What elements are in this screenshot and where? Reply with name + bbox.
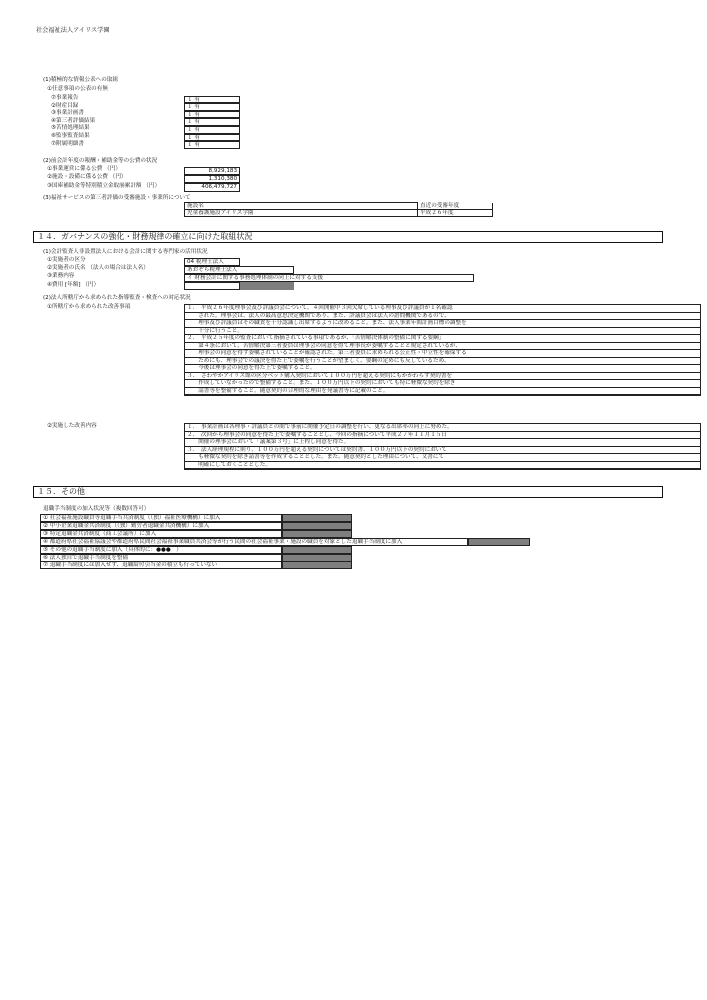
retirement-answer-cell	[282, 561, 352, 569]
section-14-heading: １４．ガバナンスの強化・財務規律の確立に向けた取組状況	[33, 231, 663, 243]
evaluation-table	[184, 202, 493, 217]
text-line: された。理事会は、法人の最高意思決定機関であり、また、評議員会は法人の諮問機関であるので、	[185, 313, 700, 321]
text-line: も軽微な契約を除き請書等を作成することとした。また、随意契約とした理由について、文書にて	[185, 454, 700, 462]
governance-2-title: (2)法人所轄庁から求められた指導監査・検査への対応状況	[43, 295, 191, 301]
expert-label: ④費用 [年額] （円）	[47, 281, 100, 288]
evaluation-head-year: 直近の受審年度	[418, 203, 493, 210]
retirement-option: ④ 都道府県社会福祉協議会や都道府県民間社会福祉事業職員共済会等が行う民間の社会福祉事業・施設の職員を対象とした退職手当制度に加入	[40, 538, 468, 546]
text-line: 請書等を整備すること。随意契約の合理的な理由を発議書等に記載のこと。	[185, 388, 700, 396]
disclosure-label: ⑦事業報告	[51, 95, 79, 101]
section-2-title: (2)前会計年度の報酬・補助金等の公費の状況	[43, 158, 158, 164]
retirement-answer-cell	[282, 514, 352, 522]
retirement-answer-cell	[282, 554, 352, 562]
improvement-request-text	[184, 304, 701, 396]
retirement-option: ① 社会福祉施設職員等退職手当共済制度（（独）福祉医療機構）に加入	[40, 514, 282, 522]
subsidy-label: ①事業運営に係る公費 （円）	[47, 166, 121, 172]
subsidy-label: ③国庫補助金等特別積立金取崩累計額 （円）	[47, 182, 161, 189]
text-line: ためにも、理事会での議決を得た上で委嘱を行うことが望ましく、要綱の定めにも反しているため、	[185, 358, 700, 366]
expert-value: イ 財務会計に関する事務処理体制の向上に対する支援	[184, 274, 474, 282]
disclosure-label: ⑤苦情処理結果	[51, 125, 90, 132]
section-15-heading: １５．その他	[33, 486, 663, 498]
disclosure-value: １ 有	[184, 134, 240, 142]
text-line: ２． 平成２５年度の監査において指摘されている事項であるが、「苦情解決体制の整備に関する要綱」	[185, 335, 700, 343]
fee-shaded-cell	[240, 282, 294, 290]
retirement-option: ③ 特定退職金共済制度（商工会議所）に加入	[40, 530, 282, 538]
subsidy-value: 8,929,183	[184, 167, 240, 176]
improvement-done-label: ②実施した改善内容	[47, 423, 97, 429]
text-line: ３． さわやかアイリス館の区分ベット購入契約において１００万円を超える契約にもかかわらず契約書を	[185, 373, 700, 381]
text-line: 理事及び評議員はその職責を十分認識し出席するように改めること。また、法人事業年間計画目標の調整を	[185, 320, 700, 328]
retirement-option: ② 中小企業退職金共済制度（（独）勤労者退職金共済機構）に加入	[40, 522, 282, 530]
text-line: 開催の理事会において「議案第３号」に上程し同意を得た。	[185, 439, 700, 447]
text-line: １． 平成２６年度理事会及び評議員会について、４回開催中３回欠席している理事及び評議員が１名確認	[185, 305, 700, 313]
evaluation-head-name: 施設名	[185, 203, 418, 210]
text-line: 第４条において、苦情解決第三者委員は理事会の同意を得て理事長が委嘱することと規定されているが、	[185, 343, 700, 351]
retirement-answer-cell	[468, 538, 530, 546]
subsidy-value: 1,310,380	[184, 175, 240, 184]
disclosure-value: １ 有	[184, 96, 240, 104]
org-name: 社会福祉法人アイリス学園	[36, 27, 110, 34]
subsidy-label: ②施設・設備に係る公費 （円）	[47, 174, 127, 181]
retirement-answer-cell	[282, 530, 352, 538]
text-line: ２． 次回から理事会の同意を得た上で委嘱することとし、今回の指摘について平成２７年１１月１５日	[185, 432, 700, 440]
subsidy-value: 406,479,727	[184, 183, 240, 192]
disclosure-value: １ 有	[184, 118, 240, 126]
text-line: 十分に行うこと。	[185, 328, 700, 336]
text-line: 作成していなかったので整備すること。また、１００万円以下の契約においても特に軽微な契約を除き	[185, 380, 700, 388]
disclosure-label: ④第三者評価結果	[51, 117, 96, 124]
retirement-title: 退職手当制度の加入状況等（複数回答可）	[43, 506, 150, 512]
expert-value	[184, 282, 240, 290]
retirement-answer-cell	[282, 546, 352, 554]
retirement-answer-cell	[282, 522, 352, 530]
improvement-done-text	[184, 423, 701, 470]
expert-value: 04 税理士法人	[184, 258, 240, 266]
text-line: 理事会の同意を得ず委嘱されていることが確認された。第三者委員に求められる公正性・中立性を確保する	[185, 350, 700, 358]
disclosure-value: １ 有	[184, 126, 240, 134]
text-line: 明確にしておくこととした。	[185, 462, 700, 470]
text-line: 今後は理事会の同意を得た上で委嘱すること。	[185, 365, 700, 373]
disclosure-label: ⑥監事監査結果	[51, 133, 90, 139]
expert-value: あおぞら税理士法人	[184, 266, 294, 274]
disclosure-value: １ 有	[184, 103, 240, 111]
improvement-request-label: ①所轄庁から求められた改善事項	[47, 304, 131, 310]
disclosure-label: ③事業計画書	[51, 110, 84, 117]
expert-label: ③業務内容	[47, 273, 75, 280]
disclosure-label: ②財産目録	[51, 102, 79, 109]
evaluation-year: 平成２６年度	[418, 210, 493, 217]
disclosure-label: ⑦附属明細書	[51, 140, 84, 147]
retirement-option: ⑤ その他の退職手当制度に加入（具体的に：●●● ）	[40, 546, 282, 554]
disclosure-value: １ 有	[184, 141, 240, 149]
section-1-sub: ①任意事項の公表の有無	[47, 86, 108, 92]
disclosure-value: １ 有	[184, 111, 240, 119]
expert-label: ①実施者の区分	[47, 257, 86, 263]
governance-1-title: (1)会計監査人非設置法人における会計に関する専門家の活用状況	[43, 249, 208, 255]
section-1-title: (1)積極的な情報公表への取組	[43, 77, 119, 83]
evaluation-facility-name: 児童養護施設アイリス学園	[185, 210, 418, 217]
retirement-option: ⑦ 退職手当制度には加入せず、退職給付引当金の積立も行っていない	[40, 561, 282, 569]
section-3-title: (3)福祉サービスの第三者評価の受審施設・事業所について	[43, 195, 191, 201]
text-line: ３． 法人経理規程に則り、１００万円を超える契約については契約書、１００万円以下の契約において	[185, 447, 700, 455]
expert-label: ②実施者の氏名 （法人の場合は法人名）	[47, 265, 149, 272]
retirement-option: ⑥ 法人独自で退職手当制度を整備	[40, 554, 282, 562]
text-line: １． 事業計画は各理事・評議員との間で事前に開催予定日の調整を行い、更なる出席率の向上に努めた。	[185, 424, 700, 432]
